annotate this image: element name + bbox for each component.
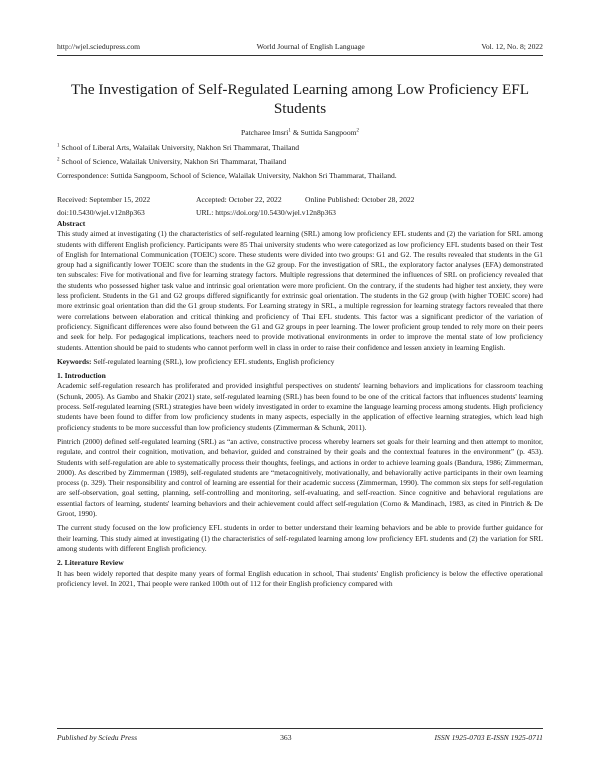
- keywords-label: Keywords:: [57, 356, 92, 366]
- doi-url[interactable]: URL: https://doi.org/10.5430/wjel.v12n8p363: [196, 208, 336, 217]
- doi: doi:10.5430/wjel.v12n8p363: [57, 208, 145, 217]
- lit-heading: 2. Literature Review: [57, 558, 124, 568]
- published-date: Online Published: October 28, 2022: [305, 195, 415, 204]
- accepted-date: Accepted: October 22, 2022: [196, 195, 282, 204]
- correspondence: Correspondence: Suttida Sangpoom, School of Science, Walailak University, Nakhon Sri Thammarat, Thailand.: [57, 171, 397, 180]
- footer-publisher: Published by Sciedu Press: [57, 733, 138, 742]
- affiliation-2-sup: 2: [57, 157, 60, 163]
- intro-paragraph-3: The current study focused on the low proficiency EFL students in order to better understand their learning behaviors and be able to provide further guidance for their learning. This study aimed at investigating (1) the characteristics of self-regulated learning among low proficiency EFL students and (2) the variation for SRL among students with different English proficiency.: [57, 523, 543, 553]
- footer-divider: [57, 728, 543, 729]
- page-number: 363: [280, 733, 292, 742]
- author-1: Patcharee Imsri: [240, 128, 289, 137]
- affiliation-1: [57, 143, 543, 152]
- author-2-sup: 2: [356, 128, 360, 134]
- author-2: & Suttida Sangpoom: [290, 128, 357, 137]
- header-divider: [57, 55, 543, 56]
- author-1-sup: 1: [288, 128, 291, 134]
- intro-heading: 1. Introduction: [57, 371, 106, 381]
- body-text: [57, 219, 543, 593]
- footer-issn: ISSN 1925-0703 E-ISSN 1925-0711: [434, 733, 543, 742]
- header-url[interactable]: http://wjel.sciedupress.com: [57, 42, 141, 51]
- keywords: [57, 357, 543, 367]
- affiliation-2-text: School of Science, Walailak University, Nakhon Sri Thammarat, Thailand: [61, 157, 287, 166]
- intro-paragraph-1: Academic self-regulation research has proliferated and provided insightful perspectives on students' learning behaviors and implications for classroom teaching (Schunk, 2005). As Gambo and Shakir (2021) state, self-regulated learning (SRL) has been found to be one of the critical factors that influences students' learning process. Self-regulated learning (SRL) strategies have been widely investigated in order to examine the language learning process among students. High proficiency students have been found to differ from low proficiency students in many aspects, especially in the application of effective learning strategies, which lead high proficiency students to be more successful than low proficiency students (Zimmerman & Schunk, 2011).: [57, 381, 543, 432]
- affiliation-2: [57, 157, 543, 166]
- affiliation-1-text: School of Liberal Arts, Walailak University, Nakhon Sri Thammarat, Thailand: [61, 143, 300, 152]
- abstract-heading: Abstract: [57, 219, 86, 228]
- running-header: [57, 42, 543, 51]
- intro-paragraph-2: Pintrich (2000) defined self-regulated learning (SRL) as “an active, constructive process whereby learners set goals for their learning and then attempt to monitor, regulate, and control their cognition, motivation, and behavior, guided and constrained by their goals and the contextual features in the environment” (p. 453). Students with self-regulation are able to systematically process their thoughts, feelings, and actions in order to achieve learning goals (Bandura, 1986; Zimmerman, 2000). As described by Zimmerman (1989), self-regulated students are “metacognitively, motivationally, and behaviorally active participants in their own learning process (p. 329). Their responsibility and control of learning are essential for their academic success (Zimmerman, 1990). The common six steps for self-regulation are self-observation, goal setting, planning, self-controlling and monitoring, self-evaluating, and self-reaction. Since cognitive and behavioral regulations are essential factors of learning, students' learning behaviors and their achievement could affect self-regulation (Corno & Mandinach, 1983, as cited in Pintrich & De Groot, 1990).: [57, 436, 543, 519]
- paper-title: The Investigation of Self-Regulated Learning among Low Proficiency EFL Students: [70, 81, 530, 117]
- author-line: [57, 128, 543, 137]
- abstract-text: This study aimed at investigating (1) the characteristics of self-regulated learning (SRL) among low proficiency EFL students and (2) the variation for SRL among students with different English proficiency. Participants were 85 Thai university students who were categorized as low proficiency EFL students based on their Test of English for International Communication (TOEIC) score. These students were divided into two groups: G1 and G2. The results revealed that students in the G1 group had a significantly lower TOEIC score than the students in the G2 group. For the investigation of SRL, the exploratory factor analyses (EFA) demonstrated ten subscales: Five for motivational and five for learning strategy factors. Multiple regressions that determined the influences of SRL on proficiency revealed that the students who possessed higher task value and intrinsic goal orientation were more proficient. On the contrary, if the students had higher test anxiety, they were less proficient. Students in the G1 and G2 groups differed significantly for extrinsic goal orientation. The students in the G2 group (with higher TOEIC score) had more extrinsic goal orientation than did the G1 group students. For Learning strategy in SRL, a multiple regression for learning strategy factors revealed that there were correlations between elaboration and critical thinking and proficiency of Thai EFL students. This factor was a significant predictor of the variation of proficiency. Significant differences were also found between the G1 and G2 groups in peer learning. The lower proficient group tended to rely more on their peers and seek for help. For pedagogical implications, teachers need to provide motivational environments in order to improve the mental state of low proficiency students. Attention should be paid to students who cannot perform well in class in order to raise their confidence and lessen anxiety in learning English.: [57, 229, 543, 352]
- header-volume: Vol. 12, No. 8; 2022: [481, 42, 543, 51]
- received-date: Received: September 15, 2022: [57, 195, 151, 204]
- keywords-text: Self-regulated learning (SRL), low proficiency EFL students, English proficiency: [91, 356, 335, 366]
- affiliation-1-sup: 1: [57, 143, 60, 149]
- header-journal: World Journal of English Language: [256, 42, 365, 51]
- running-footer: [57, 733, 543, 742]
- lit-paragraph-1: It has been widely reported that despite many years of formal English education in school, Thai students' English proficiency is below the effective operational proficiency level. In 2021, Thai people were ranked 100th out of 112 for their English proficiency compared with: [57, 568, 543, 588]
